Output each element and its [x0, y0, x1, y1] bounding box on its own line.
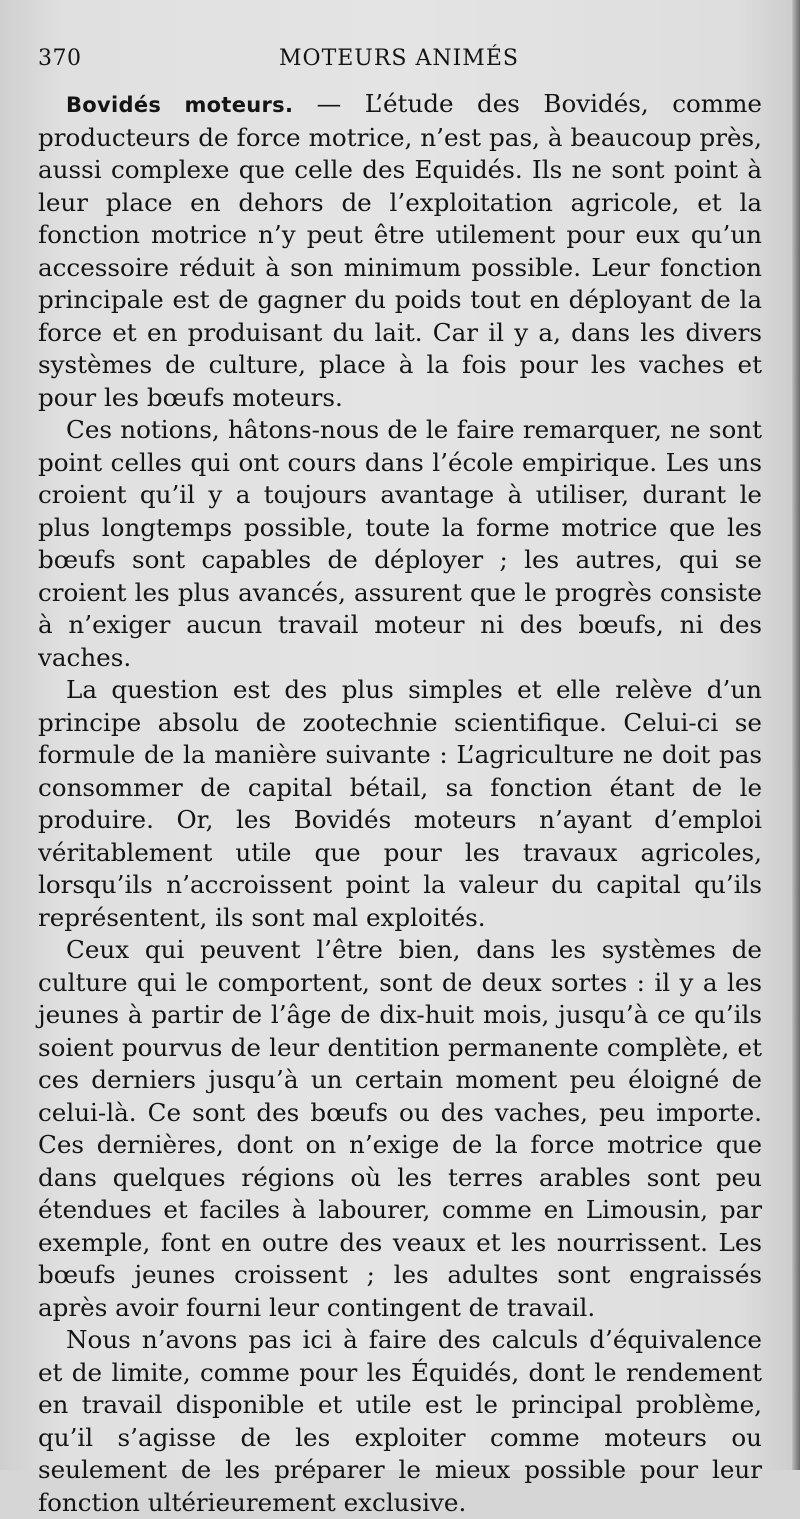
paragraph-3: La question est des plus simples et elle relève d’un principe absolu de zootechnie scientifique. Celui-ci se formule de la manière suivante : L’agriculture ne doit pas consommer de capital bétail, sa fonction étant de le produire. Or, les Bovidés moteurs n’ayant d’emploi véritablement utile que pour les travaux agricoles, lorsqu’ils n’accroissent point la valeur du capital qu’ils représentent, ils sont mal exploités. [38, 675, 762, 932]
page-body [38, 88, 762, 1519]
paragraph-1 [38, 88, 762, 414]
running-title: MOTEURS ANIMÉS [279, 46, 519, 71]
paragraph-5: Nous n’avons pas ici à faire des calculs d’équivalence et de limite, comme pour les Équidés, dont le rendement en travail disponible et utile est le principal problème, qu’il s’agisse de les exploiter comme moteurs ou seulement de les préparer le mieux possible pour leur fonction ultérieurement exclusive. [38, 1325, 762, 1517]
paragraph-4: Ceux qui peuvent l’être bien, dans les systèmes de culture qui le comportent, sont de deux sortes : il y a les jeunes à partir de l’âge de dix-huit mois, jusqu’à ce qu’ils soient pourvus de leur dentition permanente complète, et ces derniers jusqu’à un certain moment peu éloigné de celui-là. Ce sont des bœufs ou des vaches, peu importe. Ces dernières, dont on n’exige de la force motrice que dans quelques régions où les terres arables sont peu étendues et faciles à labourer, comme en Limousin, par exemple, font en outre des veaux et les nourrissent. Les bœufs jeunes croissent ; les adultes sont engraissés après avoir fourni leur contingent de travail. [38, 935, 762, 1322]
page-header [38, 46, 760, 78]
paragraph-text: — L’étude des Bovidés, comme producteurs de force motrice, n’est pas, à beaucoup près, aussi complexe que celle des Equidés. Ils ne sont point à leur place en dehors de l’exploitation agricole, et la fonction motrice n’y peut être utilement pour eux qu’un accessoire réduit à son minimum possible. Leur fonction principale est de gagner du poids tout en déployant de la force et en produisant du lait. Car il y a, dans les divers systèmes de culture, place à la fois pour les vaches et pour les bœufs moteurs. [38, 89, 762, 412]
section-lead: Bovidés moteurs. [66, 93, 294, 117]
page-number: 370 [38, 46, 82, 71]
paragraph-2: Ces notions, hâtons-nous de le faire remarquer, ne sont point celles qui ont cours dans l’école empirique. Les uns croient qu’il y a toujours avantage à utiliser, durant le plus longtemps possible, toute la forme motrice que les bœufs sont capables de déployer ; les autres, qui se croient les plus avancés, assurent que le progrès consiste à n’exiger aucun travail moteur ni des bœufs, ni des vaches. [38, 415, 762, 672]
page-edge-shadow [792, 0, 800, 1470]
